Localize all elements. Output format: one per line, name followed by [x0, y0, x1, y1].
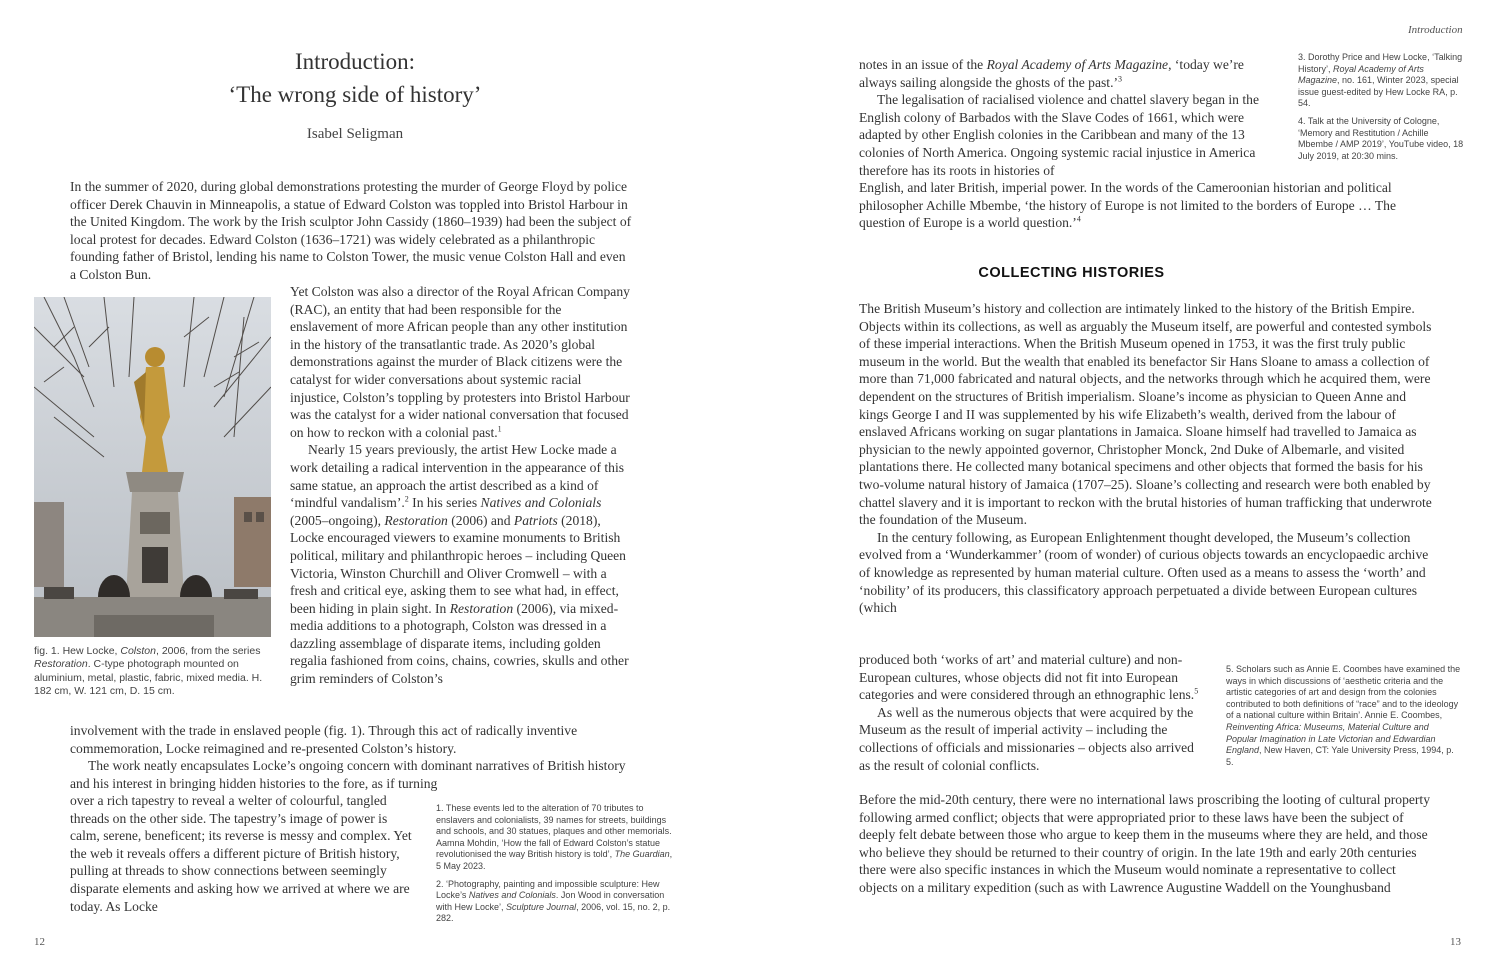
running-head: Introduction	[1408, 24, 1463, 36]
continued-text	[859, 56, 1274, 179]
paragraph-block	[70, 722, 632, 792]
paragraph-text: In the summer of 2020, during global demonstrations protesting the murder of George Floyd by police officer Derek Chauvin in Minneapolis, a statue of Edward Colston was toppled into Bristol Harbour in the United Kingdom. The work by the Irish sculptor John Cassidy (1860–1939) had been the subject of local protest for decades. Edward Colston (1636–1721) was widely celebrated as a philanthropic founding father of Bristol, lending his name to Colston Tower, the music venue Colston Hall and even a Colston Bun.	[70, 179, 632, 282]
wrap-text-beside-photo	[290, 283, 632, 688]
paragraph-text: The work neatly encapsulates Locke’s ongoing concern with dominant narratives of British history and his interest in bringing hidden histories to the fore, as if turning	[70, 758, 626, 791]
paragraph-block-narrow	[70, 792, 415, 915]
footnote-ref-4[interactable]: 4	[1076, 214, 1081, 224]
page-number-left: 12	[34, 936, 45, 948]
paragraph-text: involvement with the trade in enslaved people (fig. 1). Through this act of radically inventive commemoration, Locke reimagined and re-presented Colston’s history.	[70, 723, 578, 756]
chapter-title-line1: Introduction:	[294, 49, 416, 74]
section-body-narrow	[859, 651, 1201, 774]
footnote-3: 3. Dorothy Price and Hew Locke, ‘Talking History’, Royal Academy of Arts Magazine, no. 161, Winter 2023, special issue guest-edited by Hew Locke RA, p. 54.	[1298, 52, 1463, 109]
continued-text-wide	[859, 179, 1434, 232]
footnotes-right-top	[1298, 52, 1466, 168]
author-byline: Isabel Seligman	[306, 126, 404, 142]
section-body-wide	[859, 791, 1434, 897]
page-number-right: 13	[1450, 936, 1461, 948]
figure-caption: fig. 1. Hew Locke, Colston, 2006, from the series Restoration. C-type photograph mounted on aluminium, metal, plastic, fabric, mixed media. H. 182 cm, W. 121 cm, D. 15 cm.	[34, 645, 263, 698]
chapter-title	[150, 45, 560, 111]
paragraph-text: English, and later British, imperial power. In the words of the Cameroonian historian and political philosopher Achille Mbembe, ‘the history of Europe is not limited to the borders of Europe … The question of Europe is a world question.’$^4$	[859, 180, 1396, 231]
paragraph-text: In the century following, as European Enlightenment thought developed, the Museum’s collection evolved from a ‘Wunderkammer’ (room of wonder) of curious objects towards an encyclopaedic archive of knowledge as represented by human material culture. Often used as a means to assess the ‘worth’ and ‘nobility’ of its producers, this classificatory approach perpetuated a divide between European cultures (which	[859, 529, 1429, 616]
paragraph-text: Yet Colston was also a director of the Royal African Company (RAC), an entity that had been responsible for the enslavement of more African people than any other institution in the history of the transatlantic trade. As 2020’s global demonstrations against the murder of Black citizens were the catalyst for wider conversations about systemic racial injustice, Colston’s toppling by protesters into Bristol Harbour was the catalyst for a wider national conversation that focused on how to reckon with a colonial past.$^1$	[290, 284, 630, 440]
footnote-ref-2[interactable]: 2	[404, 494, 409, 504]
footnote-ref-1[interactable]: 1	[497, 424, 502, 434]
paragraph-text: notes in an issue of the Royal Academy of Arts Magazine, ‘today we’re always sailing alongside the ghosts of the past.’$^3$	[859, 57, 1244, 90]
colston-statue-photo	[34, 297, 271, 637]
chapter-title-line2: ‘The wrong side of history’	[228, 82, 482, 107]
footnotes-left	[436, 803, 676, 931]
section-heading: COLLECTING HISTORIES	[978, 265, 1165, 281]
footnote-ref-5[interactable]: 5	[1194, 686, 1199, 696]
footnote-2: 2. ‘Photography, painting and impossible sculpture: Hew Locke’s Natives and Colonials. Jon Wood in conversation with Hew Locke’, Sculpture Journal, 2006, vol. 15, no. 2, p. 282.	[436, 878, 671, 924]
paragraph-text: Before the mid-20th century, there were no international laws proscribing the looting of cultural property following armed conflict; objects that were appropriated prior to these laws have been the subject of deeply felt debate between those who argue to keep them in the museums where they are held, and those who believe they should be returned to their country of origin. In the late 19th and early 20th centuries there were also specific instances in which the Museum would nominate a representative to collect objects on a military expedition (such as with Lawrence Augustine Waddell on the Younghusband	[859, 792, 1431, 895]
paragraph-text: As well as the numerous objects that were acquired by the Museum as the result of imperial activity – including the collections of officials and missionaries – objects also arrived as the result of colonial conflicts.	[859, 704, 1194, 773]
paragraph-text: The British Museum’s history and collection are intimately linked to the history of the British Empire. Objects within its collections, as well as arguably the Museum itself, are powerful and contested symbols of these imperial interactions. When the British Museum opened in 1753, it was the first truly public museum in the world. But the wealth that enabled its benefactor Sir Hans Sloane to amass a collection of more than 71,000 fabricated and natural objects, and the networks through which he acquired them, were dependent on the structures of British imperialism. Sloane’s income as physician to Queen Anne and kings George I and II was supplemented by his wife Elizabeth’s wealth, derived from the labour of enslaved Africans working on sugar plantations in Jamaica. Sloane himself had travelled to Jamaica as physician to the newly appointed governor, Christopher Monck, 2nd Duke of Albemarle, and visited plantations there. He collected many botanical specimens and other objects that formed the basis for his two-volume natural history of Jamaica (1707–25). Sloane’s collecting and research were both enabled by chattel slavery and it is important to reckon with the brutal histories of human trafficking that underwrote the foundation of the Museum.	[859, 301, 1432, 528]
footnote-1: 1. These events led to the alteration of 70 tributes to enslavers and colonialists, 39 names for streets, buildings and schools, and 30 statues, plaques and other memorials. Aamna Mohdin, ‘How the fall of Edward Colston’s statue revolutionised the way British history is told’, The Guardian, 5 May 2023.	[436, 803, 673, 871]
paragraph-text: produced both ‘works of art’ and material culture) and non-European cultures, whose objects did not fit into European categories and were considered through an ethnographic lens.$^5$	[859, 652, 1199, 703]
footnote-4: 4. Talk at the University of Cologne, ‘Memory and Restitution / Achille Mbembe / AMP 2019’, YouTube video, 18 July 2019, at 20:30 mins.	[1298, 115, 1464, 161]
paragraph-text: over a rich tapestry to reveal a welter of colourful, tangled threads on the other side. The tapestry’s image of power is calm, serene, beneficent; its reverse is messy and complex. Yet the web it reveals offers a different picture of British history, pulling at threads to show connections between seemingly disparate elements and asking how we arrived at where we are today. As Locke	[70, 793, 412, 914]
section-body	[859, 300, 1434, 617]
paragraph-text: Nearly 15 years previously, the artist Hew Locke made a work detailing a radical intervention in the appearance of this same statue, an approach the artist described as a kind of ‘mindful vandalism’.$^2$ In his series Natives and Colonials (2005–ongoing), Restoration (2006) and Patriots (2018), Locke encouraged viewers to examine monuments to British political, military and philanthropic heroes – including Queen Victoria, Winston Churchill and Oliver Cromwell – with a fresh and critical eye, asking them to see what had, in effect, been hiding in plain sight. In Restoration (2006), via mixed-media additions to a photograph, Colston was dressed in a dazzling assemblage of disparate items, including golden regalia fashioned from coins, chains, cowries, skulls and other grim reminders of Colston’s	[290, 442, 629, 687]
intro-paragraph-top	[70, 178, 632, 284]
footnote-ref-3[interactable]: 3	[1118, 74, 1122, 84]
statue-illustration	[34, 297, 271, 637]
paragraph-text: The legalisation of racialised violence and chattel slavery began in the English colony of Barbados with the Slave Codes of 1661, which were adapted by other English colonies in the Caribbean and many of the 13 colonies of North America. Ongoing systemic racial injustice in America therefore has its roots in histories of	[859, 92, 1259, 178]
footnote-5: 5. Scholars such as Annie E. Coombes have examined the ways in which discussions of ‘aesthetic criteria and the artistic categories of art and design from the colonies contributed to both definitions of “race” and to the ideology of a national culture within Britain’. Annie E. Coombes, Reinventing Africa: Museums, Material Culture and Popular Imagination in Late Victorian and Edwardian England, New Haven, CT: Yale University Press, 1994, p. 5.	[1226, 664, 1461, 767]
